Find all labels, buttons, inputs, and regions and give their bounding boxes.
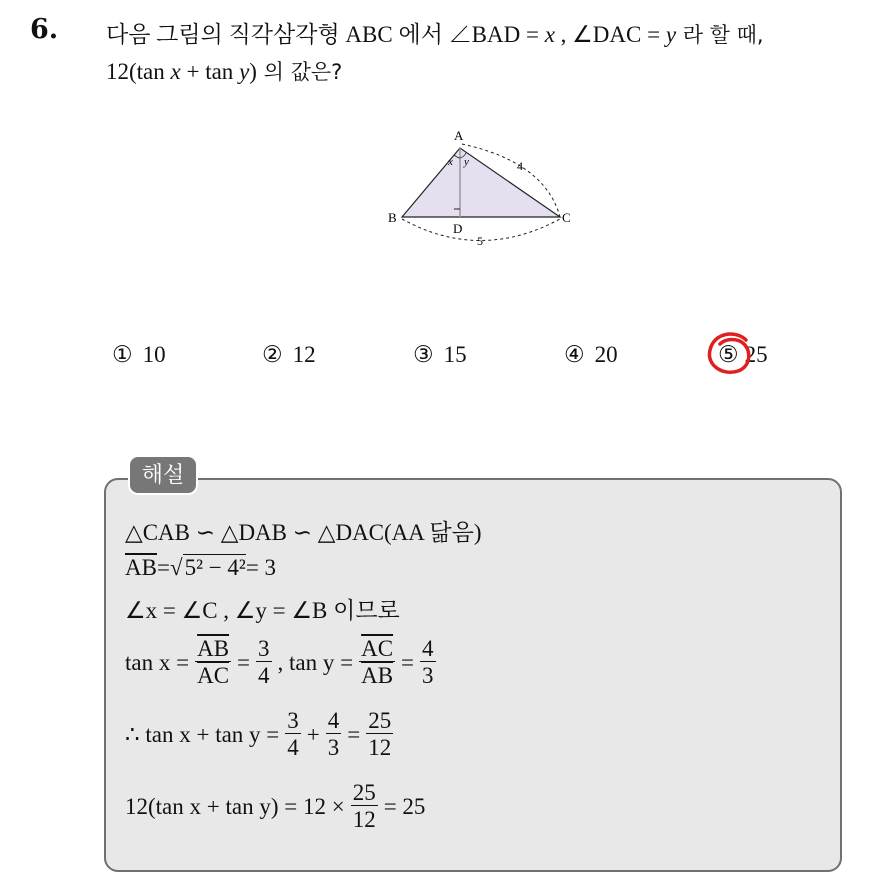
fraction-3-4: $\frac{3}{4}$ xyxy=(258,636,270,689)
sqrt-expression: √ 5² − 4² xyxy=(169,555,246,580)
solution-tab: 해설 xyxy=(128,455,198,495)
solution-line6: 12(tan x + tan y) = 12 × $\frac{25}{12}$ = 25 xyxy=(125,780,426,833)
triangle-fill xyxy=(402,148,560,217)
choice-3[interactable]: ③ 15 xyxy=(413,342,467,367)
label-x: x xyxy=(448,156,453,168)
length-AC: 4 xyxy=(517,159,523,173)
solution-line5: ∴ tan x + tan y = $\frac{3}{4}$ + $\frac{4}{3}$ = $\frac{25}{12}$ xyxy=(125,708,392,761)
fraction-4-3b: $\frac{4}{3}$ xyxy=(327,708,340,761)
fraction-25-12b: $\frac{25}{12}$ xyxy=(352,780,376,833)
choice-1[interactable]: ① 10 xyxy=(112,342,166,367)
solution-line4: tan x = $\frac{\overline{AB}}{AC}$ = $\frac{3}{4}$ , tan y = $\frac{\overline{AC}}{AB}$ = $\frac{4}{3}$ xyxy=(125,636,434,689)
choice-2[interactable]: ② 12 xyxy=(262,342,316,367)
triangle-figure xyxy=(380,122,580,252)
solution-line3: ∠x = ∠C , ∠y = ∠B 이므로 xyxy=(125,598,400,623)
fraction-4-3: $\frac{4}{3}$ xyxy=(422,636,434,689)
answer-circle-mark xyxy=(706,330,754,376)
fraction-3-4b: $\frac{3}{4}$ xyxy=(287,708,299,761)
label-y: y xyxy=(464,156,469,168)
label-A: A xyxy=(454,128,464,143)
fraction-25-12: $\frac{25}{12}$ xyxy=(368,708,392,761)
question-text-line2: 12(tan x + tan y) 의 값은? xyxy=(106,59,343,84)
question-text-line1: 다음 그림의 직각삼각형 ABC 에서 ∠BAD = x , ∠DAC = y 라 할 때, xyxy=(106,22,764,47)
fraction-ab-ac: $\frac{\overline{AB}}{AC}$ xyxy=(197,636,230,689)
length-BC: 5 xyxy=(477,234,483,248)
label-C: C xyxy=(562,210,571,225)
label-B: B xyxy=(388,210,397,225)
solution-line1: △CAB ∽ △DAB ∽ △DAC(AA 닮음) xyxy=(125,520,482,545)
question-number: 6. xyxy=(30,14,59,45)
fraction-ac-ab: $\frac{\overline{AC}}{AB}$ xyxy=(361,636,394,689)
choice-4[interactable]: ④ 20 xyxy=(564,342,618,367)
choice-5[interactable]: ⑤ 25 xyxy=(718,342,768,367)
label-D: D xyxy=(453,221,463,236)
solution-line2: $\overline{AB}$ = √ 5² − 4² = 3 xyxy=(125,554,277,580)
